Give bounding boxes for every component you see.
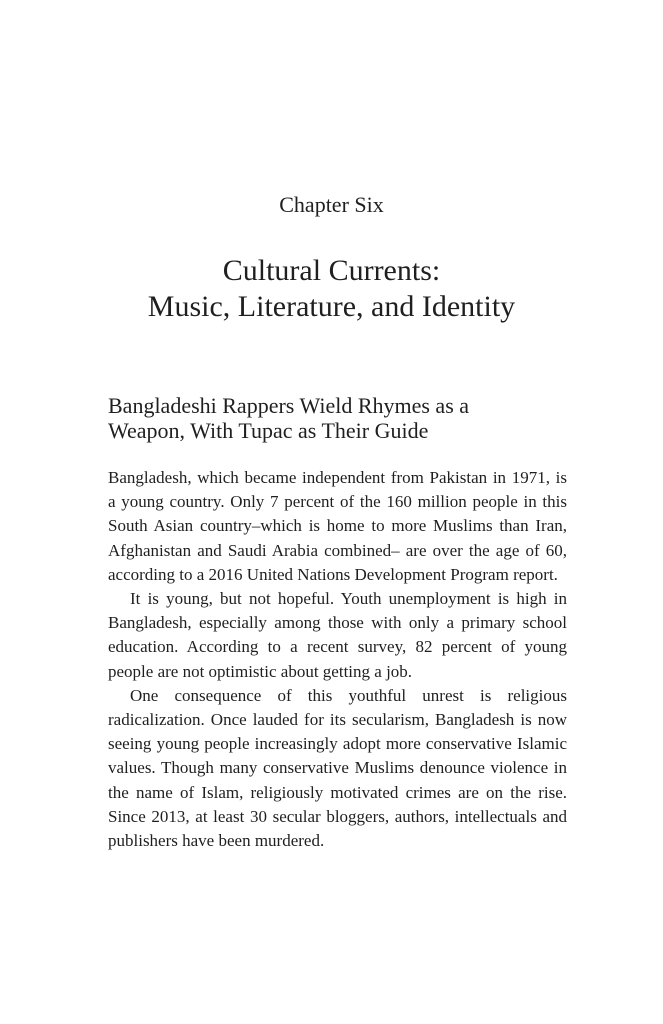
chapter-title-line-2: Music, Literature, and Identity [147,290,516,323]
chapter-title [0,253,663,325]
paragraph-1: Bangladesh, which became independent from Pakistan in 1971, is a young country. Only 7 percent of the 160 million people in this South Asian country–which is home to more Muslims than Iran, Afghanistan and Saudi Arabia combined– are over the age of 60, according to a 2016 United Nations Development Program report. [108,468,567,584]
chapter-title-line-1: Cultural Currents: [222,254,441,287]
article-title-line-1: Bangladeshi Rappers Wield Rhymes as a [108,393,470,418]
paragraph-3: One consequence of this youthful unrest is religious radicalization. Once lauded for its secularism, Bangladesh is now seeing young people increasingly adopt more conservative Islamic values. Though many conservative Muslims denounce violence in the name of Islam, religiously motivated crimes are on the rise. Since 2013, at least 30 secular bloggers, authors, intellectuals and publishers have been murdered. [108,685,567,851]
chapter-label: Chapter Six [279,192,384,217]
paragraph-2: It is young, but not hopeful. Youth unemployment is high in Bangladesh, especially among those with only a primary school education. According to a recent survey, 82 percent of young people are not optimistic about getting a job. [108,589,567,681]
article-title [108,393,568,443]
article-title-line-2: Weapon, With Tupac as Their Guide [108,418,429,443]
article-body [108,466,567,853]
